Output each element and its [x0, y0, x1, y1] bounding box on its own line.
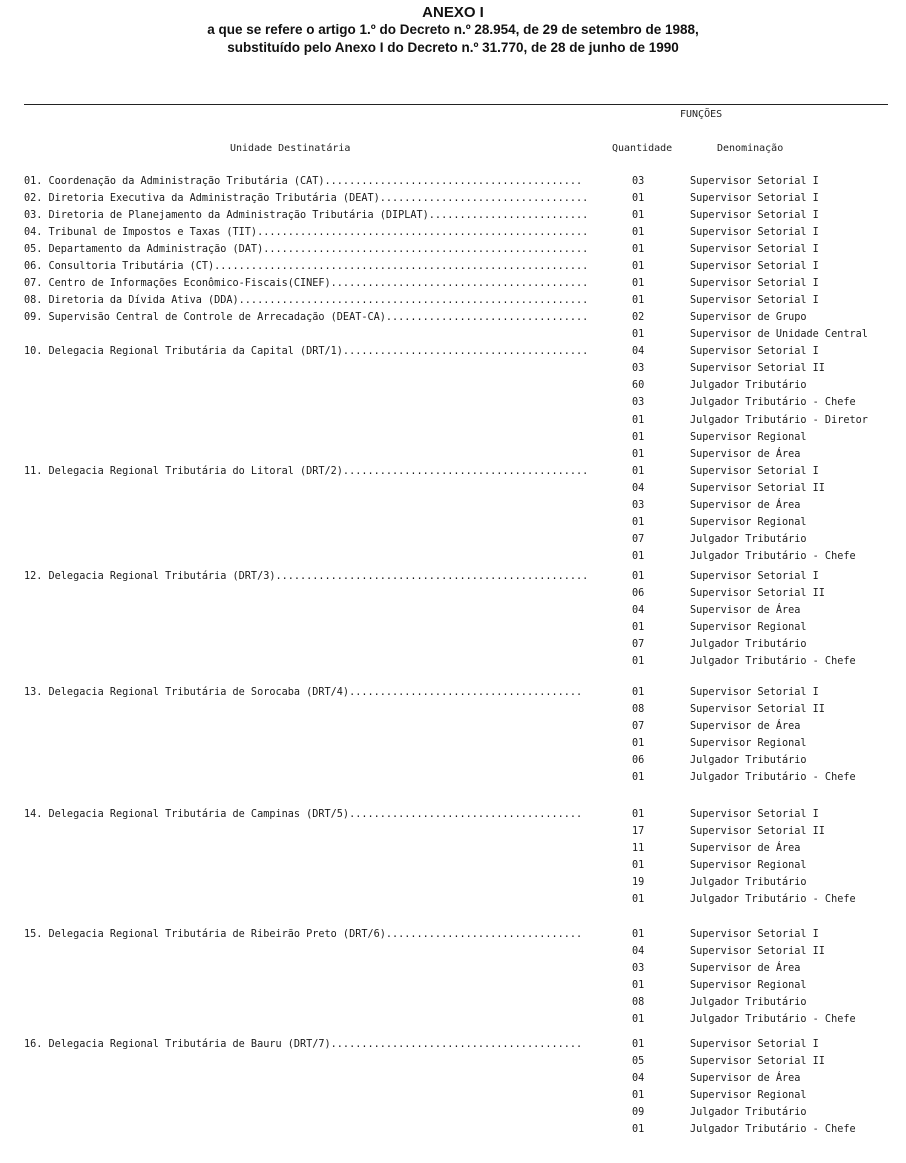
quantity-cell: 01	[632, 261, 645, 272]
table-row	[0, 261, 906, 278]
table-row	[0, 415, 906, 432]
table-row	[0, 772, 906, 789]
table-row	[0, 1056, 906, 1073]
quantity-cell: 11	[632, 843, 645, 854]
unit-cell: 08. Diretoria da Dívida Ativa (DDA).........................................................	[24, 295, 589, 306]
quantity-cell: 08	[632, 704, 645, 715]
unit-cell: 12. Delegacia Regional Tributária (DRT/3)...................................................	[24, 571, 589, 582]
table-row	[0, 193, 906, 210]
denomination-cell: Supervisor Setorial I	[690, 571, 819, 582]
quantity-cell: 07	[632, 721, 645, 732]
unit-cell: 10. Delegacia Regional Tributária da Capital (DRT/1)........................................	[24, 346, 589, 357]
quantity-cell: 03	[632, 500, 645, 511]
denomination-cell: Julgador Tributário	[690, 1107, 807, 1118]
denomination-cell: Julgador Tributário	[690, 639, 807, 650]
unit-cell: 04. Tribunal de Impostos e Taxas (TIT)......................................................	[24, 227, 589, 238]
quantity-cell: 01	[632, 432, 645, 443]
quantity-cell: 01	[632, 1124, 645, 1135]
denomination-cell: Supervisor Setorial II	[690, 363, 825, 374]
quantity-cell: 08	[632, 997, 645, 1008]
quantity-cell: 01	[632, 210, 645, 221]
table-row	[0, 755, 906, 772]
denomination-cell: Supervisor Setorial I	[690, 809, 819, 820]
quantity-cell: 04	[632, 346, 645, 357]
table-row	[0, 534, 906, 551]
quantity-cell: 01	[632, 929, 645, 940]
table-row	[0, 551, 906, 568]
table-row	[0, 176, 906, 193]
table-row	[0, 466, 906, 483]
denomination-cell: Supervisor de Área	[690, 843, 801, 854]
denomination-cell: Julgador Tributário	[690, 534, 807, 545]
table-row	[0, 877, 906, 894]
table-row	[0, 244, 906, 261]
denomination-cell: Supervisor de Área	[690, 500, 801, 511]
denomination-cell: Julgador Tributário	[690, 755, 807, 766]
table-row	[0, 380, 906, 397]
denomination-cell: Supervisor Regional	[690, 622, 807, 633]
quantity-cell: 04	[632, 483, 645, 494]
denomination-cell: Supervisor Setorial II	[690, 483, 825, 494]
unit-cell: 09. Supervisão Central de Controle de Arrecadação (DEAT-CA).................................	[24, 312, 589, 323]
quantity-cell: 01	[632, 656, 645, 667]
table-row	[0, 738, 906, 755]
table-row	[0, 1090, 906, 1107]
unit-cell: 06. Consultoria Tributária (CT).............................................................	[24, 261, 589, 272]
column-header-quantidade: Quantidade	[612, 143, 673, 154]
table-row	[0, 639, 906, 656]
quantity-cell: 60	[632, 380, 645, 391]
quantity-cell: 01	[632, 1039, 645, 1050]
denomination-cell: Supervisor Setorial I	[690, 227, 819, 238]
unit-cell: 11. Delegacia Regional Tributária do Litoral (DRT/2)........................................	[24, 466, 589, 477]
unit-cell: 15. Delegacia Regional Tributária de Ribeirão Preto (DRT/6)................................	[24, 929, 583, 940]
quantity-cell: 07	[632, 639, 645, 650]
denomination-cell: Supervisor Regional	[690, 980, 807, 991]
denomination-cell: Supervisor Setorial I	[690, 687, 819, 698]
table-row	[0, 980, 906, 997]
denomination-cell: Supervisor Regional	[690, 432, 807, 443]
table-row	[0, 963, 906, 980]
table-row	[0, 588, 906, 605]
table-row	[0, 860, 906, 877]
denomination-cell: Supervisor Setorial I	[690, 929, 819, 940]
unit-cell: 01. Coordenação da Administração Tributária (CAT)..........................................	[24, 176, 583, 187]
denomination-cell: Supervisor Setorial I	[690, 261, 819, 272]
table-row	[0, 483, 906, 500]
quantity-cell: 17	[632, 826, 645, 837]
denomination-cell: Supervisor Setorial II	[690, 588, 825, 599]
table-row	[0, 687, 906, 704]
denomination-cell: Supervisor Setorial I	[690, 210, 819, 221]
quantity-cell: 01	[632, 622, 645, 633]
quantity-cell: 03	[632, 963, 645, 974]
table-row	[0, 397, 906, 414]
annex-subtitle-line-1: a que se refere o artigo 1.º do Decreto n.º 28.954, de 29 de setembro de 1988,	[207, 22, 699, 37]
denomination-cell: Julgador Tributário - Diretor	[690, 415, 868, 426]
quantity-cell: 04	[632, 946, 645, 957]
denomination-cell: Supervisor Setorial II	[690, 1056, 825, 1067]
denomination-cell: Supervisor Setorial II	[690, 946, 825, 957]
unit-cell: 16. Delegacia Regional Tributária de Bauru (DRT/7).........................................	[24, 1039, 583, 1050]
denomination-cell: Supervisor de Área	[690, 1073, 801, 1084]
table-row	[0, 432, 906, 449]
table-row	[0, 1014, 906, 1031]
table-row	[0, 449, 906, 466]
table-row	[0, 809, 906, 826]
table-row	[0, 517, 906, 534]
table-row	[0, 721, 906, 738]
quantity-cell: 06	[632, 588, 645, 599]
quantity-cell: 01	[632, 329, 645, 340]
table-row	[0, 329, 906, 346]
quantity-cell: 01	[632, 1014, 645, 1025]
quantity-cell: 01	[632, 278, 645, 289]
denomination-cell: Julgador Tributário - Chefe	[690, 772, 856, 783]
table-row	[0, 571, 906, 588]
denomination-cell: Julgador Tributário	[690, 877, 807, 888]
denomination-cell: Supervisor Setorial I	[690, 193, 819, 204]
table-row	[0, 656, 906, 673]
denomination-cell: Julgador Tributário - Chefe	[690, 551, 856, 562]
denomination-cell: Supervisor Setorial I	[690, 278, 819, 289]
denomination-cell: Julgador Tributário	[690, 997, 807, 1008]
table-row	[0, 1124, 906, 1141]
unit-cell: 05. Departamento da Administração (DAT).....................................................	[24, 244, 589, 255]
table-row	[0, 1073, 906, 1090]
quantity-cell: 04	[632, 1073, 645, 1084]
quantity-cell: 01	[632, 738, 645, 749]
table-row	[0, 605, 906, 622]
unit-cell: 02. Diretoria Executiva da Administração Tributária (DEAT)..................................	[24, 193, 589, 204]
column-header-denominacao: Denominação	[717, 143, 784, 154]
quantity-cell: 01	[632, 687, 645, 698]
table-row	[0, 826, 906, 843]
quantity-cell: 01	[632, 1090, 645, 1101]
denomination-cell: Supervisor de Área	[690, 963, 801, 974]
denomination-cell: Supervisor Regional	[690, 860, 807, 871]
quantity-cell: 19	[632, 877, 645, 888]
unit-cell: 07. Centro de Informações Econômico-Fiscais(CINEF)..........................................	[24, 278, 589, 289]
denomination-cell: Supervisor Regional	[690, 1090, 807, 1101]
quantity-cell: 01	[632, 571, 645, 582]
quantity-cell: 06	[632, 755, 645, 766]
quantity-cell: 03	[632, 176, 645, 187]
annex-subtitle-line-2: substituído pelo Anexo I do Decreto n.º 31.770, de 28 de junho de 1990	[227, 40, 679, 55]
quantity-cell: 02	[632, 312, 645, 323]
column-group-funcoes: FUNÇÕES	[680, 109, 723, 120]
denomination-cell: Julgador Tributário - Chefe	[690, 656, 856, 667]
denomination-cell: Supervisor Setorial II	[690, 704, 825, 715]
denomination-cell: Supervisor de Unidade Central	[690, 329, 868, 340]
denomination-cell: Supervisor Setorial I	[690, 466, 819, 477]
denomination-cell: Supervisor Setorial I	[690, 346, 819, 357]
denomination-cell: Julgador Tributário	[690, 380, 807, 391]
quantity-cell: 04	[632, 605, 645, 616]
quantity-cell: 01	[632, 449, 645, 460]
unit-cell: 03. Diretoria de Planejamento da Administração Tributária (DIPLAT)..........................	[24, 210, 589, 221]
unit-cell: 13. Delegacia Regional Tributária de Sorocaba (DRT/4)......................................	[24, 687, 583, 698]
header-divider	[24, 104, 888, 105]
denomination-cell: Julgador Tributário - Chefe	[690, 894, 856, 905]
denomination-cell: Supervisor Setorial I	[690, 244, 819, 255]
annex-title: ANEXO I	[422, 4, 484, 21]
quantity-cell: 01	[632, 517, 645, 528]
table-row	[0, 1039, 906, 1056]
quantity-cell: 01	[632, 227, 645, 238]
unit-cell: 14. Delegacia Regional Tributária de Campinas (DRT/5)......................................	[24, 809, 583, 820]
quantity-cell: 03	[632, 363, 645, 374]
quantity-cell: 01	[632, 894, 645, 905]
denomination-cell: Supervisor Setorial II	[690, 826, 825, 837]
table-row	[0, 843, 906, 860]
quantity-cell: 03	[632, 397, 645, 408]
quantity-cell: 01	[632, 809, 645, 820]
quantity-cell: 05	[632, 1056, 645, 1067]
quantity-cell: 01	[632, 551, 645, 562]
table-row	[0, 622, 906, 639]
table-row	[0, 295, 906, 312]
table-row	[0, 1107, 906, 1124]
column-header-unidade: Unidade Destinatária	[230, 143, 351, 154]
quantity-cell: 01	[632, 860, 645, 871]
denomination-cell: Julgador Tributário - Chefe	[690, 397, 856, 408]
denomination-cell: Supervisor Setorial I	[690, 1039, 819, 1050]
table-row	[0, 500, 906, 517]
denomination-cell: Supervisor de Área	[690, 721, 801, 732]
table-row	[0, 312, 906, 329]
quantity-cell: 01	[632, 295, 645, 306]
quantity-cell: 01	[632, 980, 645, 991]
table-row	[0, 346, 906, 363]
quantity-cell: 01	[632, 244, 645, 255]
denomination-cell: Supervisor Regional	[690, 517, 807, 528]
denomination-cell: Supervisor Setorial I	[690, 295, 819, 306]
denomination-cell: Supervisor de Área	[690, 605, 801, 616]
denomination-cell: Julgador Tributário - Chefe	[690, 1014, 856, 1025]
table-row	[0, 704, 906, 721]
table-row	[0, 278, 906, 295]
denomination-cell: Supervisor Regional	[690, 738, 807, 749]
denomination-cell: Supervisor Setorial I	[690, 176, 819, 187]
quantity-cell: 01	[632, 193, 645, 204]
denomination-cell: Supervisor de Área	[690, 449, 801, 460]
table-row	[0, 929, 906, 946]
denomination-cell: Julgador Tributário - Chefe	[690, 1124, 856, 1135]
table-row	[0, 894, 906, 911]
table-row	[0, 946, 906, 963]
quantity-cell: 09	[632, 1107, 645, 1118]
quantity-cell: 07	[632, 534, 645, 545]
table-row	[0, 210, 906, 227]
denomination-cell: Supervisor de Grupo	[690, 312, 807, 323]
quantity-cell: 01	[632, 415, 645, 426]
table-row	[0, 997, 906, 1014]
table-row	[0, 363, 906, 380]
quantity-cell: 01	[632, 772, 645, 783]
quantity-cell: 01	[632, 466, 645, 477]
table-row	[0, 227, 906, 244]
